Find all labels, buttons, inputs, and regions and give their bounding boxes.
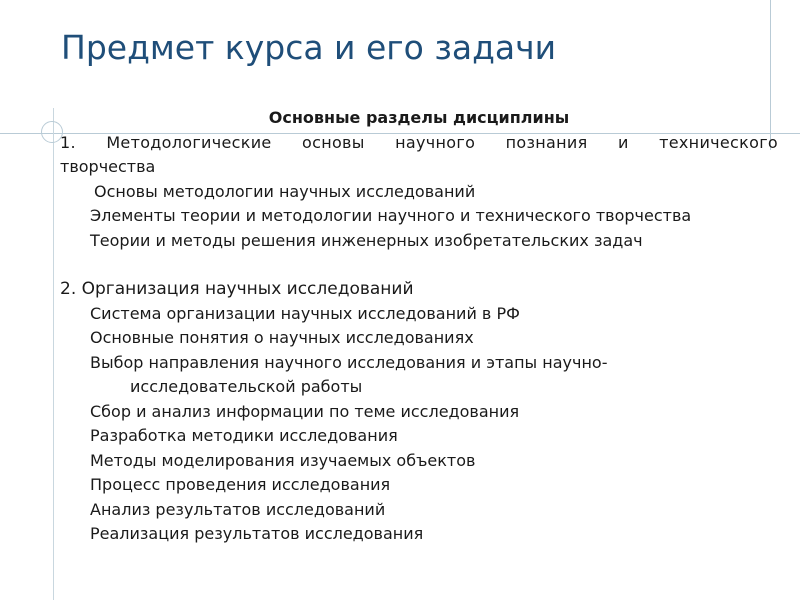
section-1-item: Элементы теории и методологии научного и технического творчества bbox=[90, 206, 692, 225]
slide-title: Предмет курса и его задачи bbox=[61, 28, 557, 67]
content-heading: Основные разделы дисциплины bbox=[268, 108, 570, 127]
section-gap bbox=[60, 253, 778, 277]
section-2-item: Сбор и анализ информации по теме исследования bbox=[90, 401, 520, 421]
section-2-item: Методы моделирования изучаемых объектов bbox=[90, 450, 476, 470]
section-1-item: Теории и методы решения инженерных изобретательских задач bbox=[90, 230, 643, 250]
section-2-item-continuation: исследовательской работы bbox=[130, 377, 363, 396]
section-1-title-line2: творчества bbox=[60, 157, 156, 176]
section-2-item: Процесс проведения исследования bbox=[90, 475, 391, 494]
section-1-title-line1: 1. Методологические основы научного познания и технического bbox=[60, 132, 778, 152]
section-2-item: Система организации научных исследований в РФ bbox=[90, 303, 520, 323]
slide-content bbox=[60, 106, 778, 547]
section-2-item: Основные понятия о научных исследованиях bbox=[90, 328, 474, 347]
section-2-item: Разработка методики исследования bbox=[90, 426, 398, 445]
section-2-item: Выбор направления научного исследования и этапы научно- bbox=[90, 352, 608, 372]
section-2-item: Реализация результатов исследования bbox=[90, 524, 424, 543]
section-2-title: 2. Организация научных исследований bbox=[60, 279, 414, 299]
section-1-item: Основы методологии научных исследований bbox=[94, 181, 476, 201]
section-2-item: Анализ результатов исследований bbox=[90, 499, 386, 519]
decor-left-line bbox=[53, 108, 54, 600]
